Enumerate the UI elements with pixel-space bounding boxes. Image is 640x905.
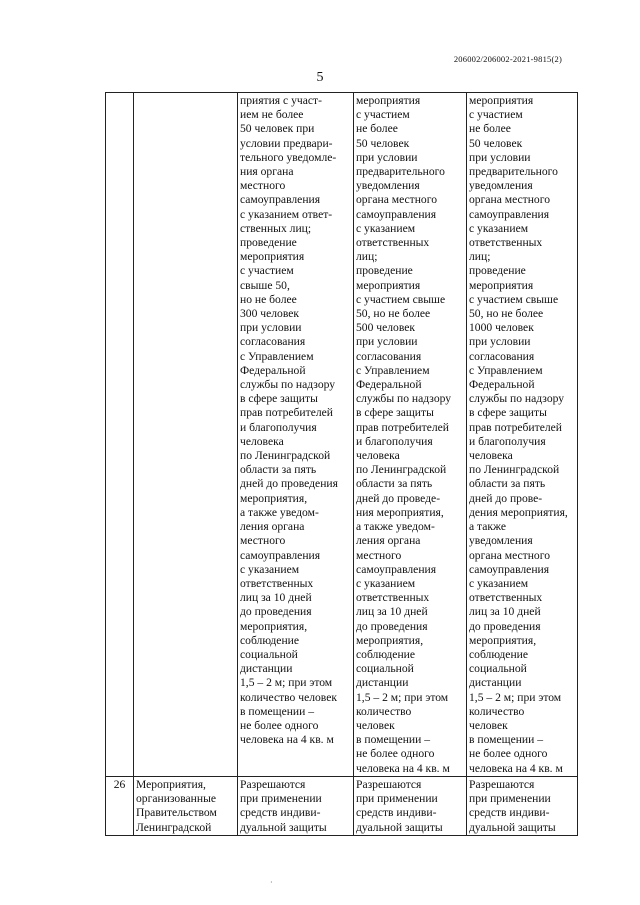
conditions-cell-col3: Разрешаются при применении средств индиви- дуальной защиты (238, 777, 354, 836)
event-type-cell (134, 93, 238, 777)
conditions-cell-col5: мероприятия с участием не более 50 человек при условии предварительного уведомления органа местного самоуправления с указанием ответственных лиц; проведение мероприятия с участием свыше 50, но не более 1000 человек при условии согласования с Управлением Федеральной службы по надзору в сфере защиты прав потребителей и благополучия человека по Ленинградской области за пять дней до прове- дения мероприятия, а также уведомления органа местного самоуправления с указанием ответственных лиц за 10 дней до проведения мероприятия, соблюдение социальной дистанции 1,5 – 2 м; при этом количество человек в помещении – не более одного человека на 4 кв. м (467, 93, 578, 777)
page-number: 5 (316, 70, 324, 85)
footer-mark: · (270, 878, 273, 887)
row-number-cell (106, 93, 134, 777)
document-id: 206002/206002-2021-9815(2) (453, 54, 562, 64)
event-type-cell: Мероприятия, организованные Правительством Ленинградской (134, 777, 238, 836)
conditions-cell-col3: приятия с участ- ием не более 50 человек при условии предвари- тельного уведомле- ния органа местного самоуправления с указанием ответ- ственных лиц; проведение мероприятия с участием свыше 50, но не более 300 человек при условии согласования с Управлением Федеральной службы по надзору в сфере защиты прав потребителей и благополучия человека по Ленинградской области за пять дней до проведения мероприятия, а также уведом- ления органа местного самоуправления с указанием ответственных лиц за 10 дней до проведения мероприятия, соблюдение социальной дистанции 1,5 – 2 м; при этом количество человек в помещении – не более одного человека на 4 кв. м (238, 93, 354, 777)
measures-table (105, 92, 578, 836)
conditions-cell-col4: Разрешаются при применении средств индиви- дуальной защиты (354, 777, 467, 836)
row-number-cell: 26 (106, 777, 134, 836)
conditions-cell-col5: Разрешаются при применении средств индиви- дуальной защиты (467, 777, 578, 836)
table-row-26 (106, 777, 578, 836)
conditions-cell-col4: мероприятия с участием не более 50 человек при условии предварительного уведомления органа местного самоуправления с указанием ответственных лиц; проведение мероприятия с участием свыше 50, но не более 500 человек при условии согласования с Управлением Федеральной службы по надзору в сфере защиты прав потребителей и благополучия человека по Ленинградской области за пять дней до проведе- ния мероприятия, а также уведом- ления органа местного самоуправления с указанием ответственных лиц за 10 дней до проведения мероприятия, соблюдение социальной дистанции 1,5 – 2 м; при этом количество человек в помещении – не более одного человека на 4 кв. м (354, 93, 467, 777)
table-row-continued (106, 93, 578, 777)
